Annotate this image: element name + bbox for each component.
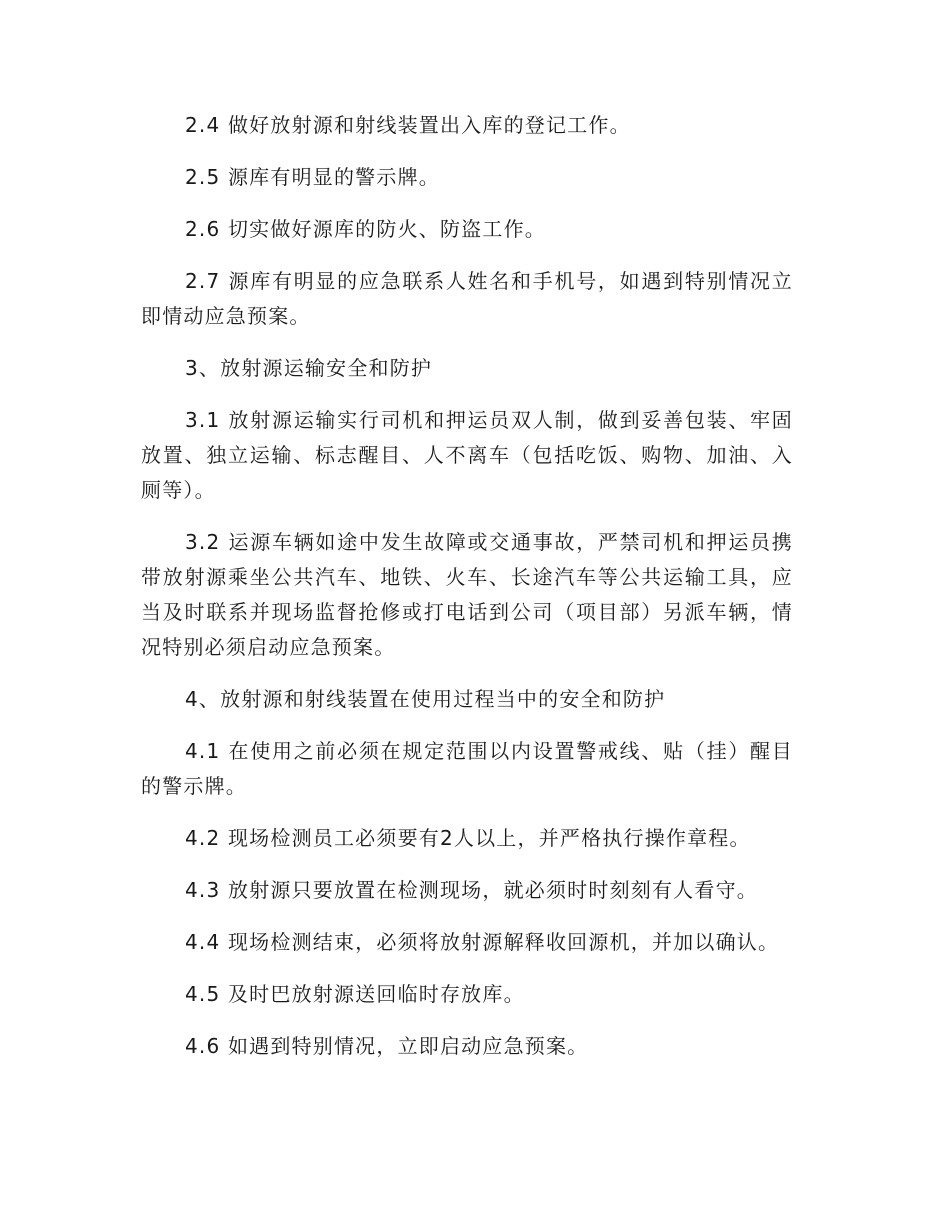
paragraph-2-4: 2.4 做好放射源和射线装置出入库的登记工作。 [185,113,631,137]
paragraph-3-2: 3.2 运源车辆如途中发生故障或交通事故，严禁司机和押运员携带放射源乘坐公共汽车、地铁、火车、长途汽车等公共运输工具，应当及时联系并现场监督抢修或打电话到公司（项目部）另派车辆，情况特别必须启动应急预案。 [141,530,793,659]
paragraph-2-7: 2.7 源库有明显的应急联系人姓名和手机号，如遇到特别情况立即情动应急预案。 [141,269,793,328]
paragraph-2-6: 2.6 切实做好源库的防火、防盗工作。 [185,217,546,241]
document-body [141,108,793,1064]
section-heading-3: 3、放射源运输安全和防护 [185,356,433,380]
section-heading-4: 4、放射源和射线装置在使用过程当中的安全和防护 [185,687,666,711]
paragraph-4-2: 4.2 现场检测员工必须要有2人以上，并严格执行操作章程。 [185,826,751,850]
paragraph-4-6: 4.6 如遇到特别情况，立即启动应急预案。 [185,1034,589,1058]
paragraph-3-1: 3.1 放射源运输实行司机和押运员双人制，做到妥善包装、牢固放置、独立运输、标志醒目、人不离车（包括吃饭、购物、加油、入厕等）。 [141,408,793,502]
paragraph-4-4: 4.4 现场检测结束，必须将放射源解释收回源机，并加以确认。 [185,930,780,954]
paragraph-4-3: 4.3 放射源只要放置在检测现场，就必须时时刻刻有人看守。 [185,878,758,902]
paragraph-4-5: 4.5 及时巴放射源送回临时存放库。 [185,982,525,1006]
paragraph-4-1: 4.1 在使用之前必须在规定范围以内设置警戒线、贴（挂）醒目的警示牌。 [141,739,793,798]
paragraph-2-5: 2.5 源库有明显的警示牌。 [185,165,440,189]
